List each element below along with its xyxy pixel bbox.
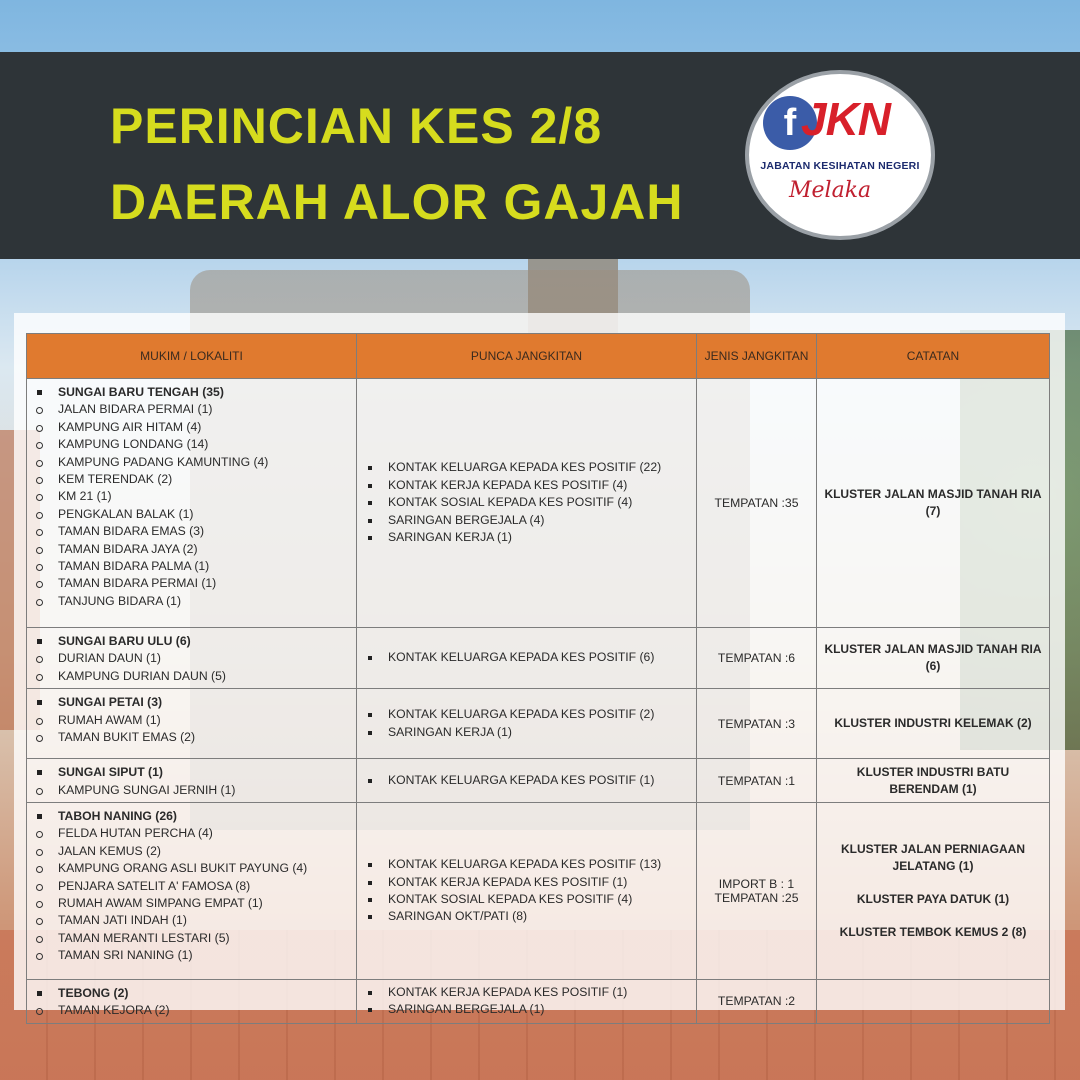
cell-catatan: [817, 803, 1050, 980]
locality-list: [33, 764, 352, 799]
logo-state: Melaka: [789, 178, 872, 203]
locality-item: TANJUNG BIDARA (1): [33, 593, 352, 610]
locality-item: KAMPUNG AIR HITAM (4): [33, 419, 352, 436]
cause-list: [363, 459, 690, 546]
locality-item: RUMAH AWAM (1): [33, 712, 352, 729]
locality-list: [33, 384, 352, 610]
cause-list: [363, 706, 690, 741]
cause-item: SARINGAN OKT/PATI (8): [363, 908, 690, 925]
infection-type: TEMPATAN :2: [717, 994, 796, 1009]
locality-item: TAMAN BIDARA JAYA (2): [33, 541, 352, 558]
jkn-logo: [745, 70, 935, 240]
locality-item: KM 21 (1): [33, 488, 352, 505]
cell-mukim-lokaliti: [27, 628, 357, 689]
cause-list: [363, 772, 690, 789]
locality-item: PENGKALAN BALAK (1): [33, 506, 352, 523]
cell-catatan: [817, 689, 1050, 759]
cause-item: KONTAK KELUARGA KEPADA KES POSITIF (1): [363, 772, 690, 789]
page-title: [110, 88, 684, 240]
cause-item: KONTAK KELUARGA KEPADA KES POSITIF (6): [363, 649, 690, 666]
infection-type: TEMPATAN :3: [717, 716, 796, 731]
cell-mukim-lokaliti: [27, 689, 357, 759]
cell-punca-jangkitan: [357, 628, 697, 689]
locality-item: JALAN BIDARA PERMAI (1): [33, 401, 352, 418]
cell-jenis-jangkitan: [697, 803, 817, 980]
cause-item: SARINGAN KERJA (1): [363, 529, 690, 546]
cell-punca-jangkitan: [357, 759, 697, 803]
table-row: [27, 759, 1050, 803]
cell-punca-jangkitan: [357, 379, 697, 628]
cell-punca-jangkitan: [357, 689, 697, 759]
locality-item: PENJARA SATELIT A' FAMOSA (8): [33, 878, 352, 895]
title-line-2: DAERAH ALOR GAJAH: [110, 174, 684, 230]
cause-item: KONTAK KELUARGA KEPADA KES POSITIF (13): [363, 856, 690, 873]
cell-mukim-lokaliti: [27, 759, 357, 803]
locality-item: TAMAN BUKIT EMAS (2): [33, 729, 352, 746]
cell-catatan: [817, 628, 1050, 689]
locality-list: [33, 808, 352, 965]
logo-abbr: JKN: [801, 93, 891, 145]
cell-mukim-lokaliti: [27, 379, 357, 628]
cause-item: KONTAK SOSIAL KEPADA KES POSITIF (4): [363, 891, 690, 908]
cell-jenis-jangkitan: [697, 980, 817, 1024]
locality-item: TAMAN BIDARA PALMA (1): [33, 558, 352, 575]
cluster-note: KLUSTER JALAN PERNIAGAAN JELATANG (1): [840, 842, 1025, 874]
col-header-catatan: CATATAN: [817, 334, 1050, 379]
cell-punca-jangkitan: [357, 980, 697, 1024]
cause-item: KONTAK KERJA KEPADA KES POSITIF (1): [363, 874, 690, 891]
mukim-name: TEBONG (2): [33, 985, 352, 1002]
locality-item: TAMAN MERANTI LESTARI (5): [33, 930, 352, 947]
table-header-row: [27, 334, 1050, 379]
mukim-name: SUNGAI BARU ULU (6): [33, 633, 352, 650]
locality-item: KAMPUNG DURIAN DAUN (5): [33, 668, 352, 685]
cause-item: KONTAK KERJA KEPADA KES POSITIF (1): [363, 984, 690, 1001]
cause-item: SARINGAN BERGEJALA (1): [363, 1001, 690, 1018]
table-row: [27, 689, 1050, 759]
locality-item: JALAN KEMUS (2): [33, 843, 352, 860]
cause-item: SARINGAN KERJA (1): [363, 724, 690, 741]
mukim-name: TABOH NANING (26): [33, 808, 352, 825]
cell-jenis-jangkitan: [697, 628, 817, 689]
col-header-jenis: JENIS JANGKITAN: [697, 334, 817, 379]
cell-catatan: [817, 980, 1050, 1024]
table-body: [27, 379, 1050, 1024]
cluster-note: KLUSTER INDUSTRI BATU BERENDAM (1): [856, 764, 1010, 796]
locality-item: KEM TERENDAK (2): [33, 471, 352, 488]
cluster-note: KLUSTER TEMBOK KEMUS 2 (8): [839, 925, 1027, 940]
cause-item: KONTAK KERJA KEPADA KES POSITIF (4): [363, 477, 690, 494]
locality-item: KAMPUNG ORANG ASLI BUKIT PAYUNG (4): [33, 860, 352, 877]
col-header-punca: PUNCA JANGKITAN: [357, 334, 697, 379]
infection-type: TEMPATAN :1: [717, 773, 796, 788]
locality-item: TAMAN BIDARA EMAS (3): [33, 523, 352, 540]
table-row: [27, 628, 1050, 689]
cluster-note: KLUSTER INDUSTRI KELEMAK (2): [834, 716, 1032, 731]
logo-name: JABATAN KESIHATAN NEGERI: [760, 160, 920, 172]
locality-list: [33, 694, 352, 746]
col-header-mukim: MUKIM / LOKALITI: [27, 334, 357, 379]
title-line-1: PERINCIAN KES 2/8: [110, 98, 603, 154]
infection-type: TEMPATAN :35: [714, 496, 799, 510]
cell-catatan: [817, 379, 1050, 628]
cause-item: KONTAK KELUARGA KEPADA KES POSITIF (2): [363, 706, 690, 723]
cluster-note: KLUSTER PAYA DATUK (1): [856, 892, 1010, 907]
infection-type: TEMPATAN :6: [717, 651, 796, 666]
cause-item: KONTAK SOSIAL KEPADA KES POSITIF (4): [363, 494, 690, 511]
locality-item: KAMPUNG PADANG KAMUNTING (4): [33, 454, 352, 471]
cause-list: [363, 649, 690, 666]
cell-jenis-jangkitan: [697, 379, 817, 628]
cell-mukim-lokaliti: [27, 980, 357, 1024]
cluster-note: KLUSTER JALAN MASJID TANAH RIA (6): [824, 642, 1042, 674]
facebook-icon: f: [763, 96, 817, 150]
cell-mukim-lokaliti: [27, 803, 357, 980]
cause-list: [363, 984, 690, 1019]
table-row: [27, 980, 1050, 1024]
locality-item: TAMAN BIDARA PERMAI (1): [33, 575, 352, 592]
cell-catatan: [817, 759, 1050, 803]
locality-item: FELDA HUTAN PERCHA (4): [33, 825, 352, 842]
note-gap: [823, 908, 1043, 924]
locality-item: TAMAN JATI INDAH (1): [33, 912, 352, 929]
cell-punca-jangkitan: [357, 803, 697, 980]
locality-list: [33, 985, 352, 1020]
infection-type: TEMPATAN :25: [714, 891, 799, 906]
cell-jenis-jangkitan: [697, 759, 817, 803]
locality-item: KAMPUNG SUNGAI JERNIH (1): [33, 782, 352, 799]
locality-item: KAMPUNG LONDANG (14): [33, 436, 352, 453]
mukim-name: SUNGAI SIPUT (1): [33, 764, 352, 781]
cell-jenis-jangkitan: [697, 689, 817, 759]
mukim-name: SUNGAI PETAI (3): [33, 694, 352, 711]
locality-list: [33, 633, 352, 685]
cause-list: [363, 856, 690, 926]
infection-type: IMPORT B : 1: [718, 877, 795, 892]
locality-item: DURIAN DAUN (1): [33, 650, 352, 667]
cause-item: SARINGAN BERGEJALA (4): [363, 512, 690, 529]
cluster-note: KLUSTER JALAN MASJID TANAH RIA (7): [824, 487, 1042, 518]
cause-item: KONTAK KELUARGA KEPADA KES POSITIF (22): [363, 459, 690, 476]
locality-item: TAMAN KEJORA (2): [33, 1002, 352, 1019]
table-row: [27, 803, 1050, 980]
locality-item: TAMAN SRI NANING (1): [33, 947, 352, 964]
case-table: [26, 333, 1050, 1024]
locality-item: RUMAH AWAM SIMPANG EMPAT (1): [33, 895, 352, 912]
mukim-name: SUNGAI BARU TENGAH (35): [33, 384, 352, 401]
note-gap: [823, 875, 1043, 891]
table-row: [27, 379, 1050, 628]
